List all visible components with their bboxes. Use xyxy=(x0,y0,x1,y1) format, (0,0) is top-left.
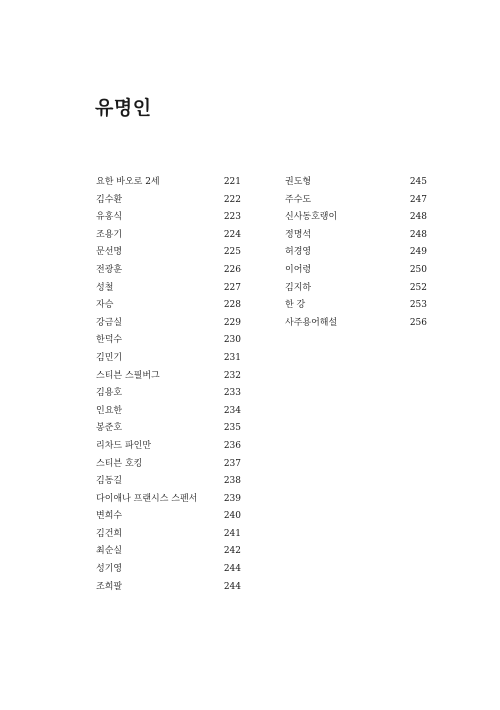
toc-entry-page: 249 xyxy=(409,247,427,258)
toc-entry-name: 스티븐 스필버그 xyxy=(96,370,160,381)
toc-entry xyxy=(96,280,241,298)
toc-entry-page: 224 xyxy=(223,229,241,240)
toc-entry-name: 리차드 파인만 xyxy=(96,440,152,451)
toc-entry-name: 최순실 xyxy=(96,546,123,557)
toc-entry-page: 250 xyxy=(409,264,427,275)
toc-entry-name: 김민기 xyxy=(96,352,123,363)
toc-entry-name: 요한 바오로 2세 xyxy=(96,177,160,187)
toc-entry xyxy=(96,174,241,192)
toc-entry-name: 김건희 xyxy=(96,528,123,539)
toc-entry-name: 봉준호 xyxy=(96,423,123,434)
toc-entry-page: 238 xyxy=(223,476,241,487)
toc-entry-page: 226 xyxy=(223,264,241,275)
toc-entry-page: 244 xyxy=(223,581,241,592)
toc-entry xyxy=(96,420,241,438)
toc-entry-page: 231 xyxy=(223,352,241,363)
toc-entry-name: 조용기 xyxy=(96,229,123,240)
toc-entry-page: 222 xyxy=(223,194,241,205)
toc-entry xyxy=(96,526,241,544)
toc-entry-page: 232 xyxy=(223,370,241,381)
toc-entry-page: 233 xyxy=(223,388,241,399)
toc-entry-page: 244 xyxy=(223,564,241,575)
toc-entry-name: 강금실 xyxy=(96,317,123,328)
toc-entry-name: 이어령 xyxy=(285,264,312,275)
toc-entry xyxy=(96,368,241,386)
toc-entry-page: 223 xyxy=(223,212,241,223)
toc-entry xyxy=(96,473,241,491)
toc-entry xyxy=(96,315,241,333)
toc-entry xyxy=(96,385,241,403)
toc-entry-page: 230 xyxy=(223,335,241,346)
toc-entry-name: 유홍식 xyxy=(96,212,123,223)
toc-entry-page: 256 xyxy=(409,317,427,328)
toc-entry-page: 235 xyxy=(223,423,241,434)
toc-entry xyxy=(96,456,241,474)
toc-entry-page: 239 xyxy=(223,493,241,504)
toc-entry xyxy=(285,244,427,262)
toc-entry-name: 한 강 xyxy=(285,300,306,311)
toc-entry xyxy=(285,262,427,280)
toc-entry-page: 242 xyxy=(223,546,241,557)
toc-entry xyxy=(96,262,241,280)
toc-entry xyxy=(285,280,427,298)
toc-entry-name: 전광훈 xyxy=(96,264,123,275)
toc-entry xyxy=(96,350,241,368)
toc-entry-page: 225 xyxy=(223,247,241,258)
toc-entry-name: 정명석 xyxy=(285,229,312,240)
toc-entry-page: 247 xyxy=(409,194,427,205)
toc-entry xyxy=(96,543,241,561)
toc-entry-page: 245 xyxy=(409,177,427,187)
toc-entry-name: 변희수 xyxy=(96,511,123,522)
toc-entry-name: 김수환 xyxy=(96,194,123,205)
toc-entry xyxy=(96,579,241,597)
toc-entry xyxy=(285,174,427,192)
toc-entry-page: 253 xyxy=(409,300,427,311)
toc-entry xyxy=(285,315,427,333)
toc-entry xyxy=(285,227,427,245)
toc-entry-name: 허경영 xyxy=(285,247,312,258)
toc-entry xyxy=(96,438,241,456)
toc-entry-page: 237 xyxy=(223,458,241,469)
toc-entry xyxy=(96,227,241,245)
toc-entry-name: 김동길 xyxy=(96,476,123,487)
toc-entry xyxy=(96,297,241,315)
toc-entry-name: 조희팔 xyxy=(96,581,123,592)
toc-entry xyxy=(285,192,427,210)
toc-entry-page: 240 xyxy=(223,511,241,522)
toc-entry xyxy=(96,332,241,350)
toc-entry-name: 문선명 xyxy=(96,247,123,258)
toc-entry-name: 인요한 xyxy=(96,405,123,416)
toc-entry-name: 사주용어해설 xyxy=(285,317,338,328)
toc-entry-name: 성철 xyxy=(96,282,114,293)
toc-entry xyxy=(96,244,241,262)
toc-entry-name: 성기영 xyxy=(96,564,123,575)
toc-entry-page: 221 xyxy=(223,177,241,187)
toc-entry-name: 한덕수 xyxy=(96,335,123,346)
toc-entry xyxy=(96,561,241,579)
toc-entry xyxy=(285,297,427,315)
toc-entry-page: 228 xyxy=(223,300,241,311)
toc-entry-page: 248 xyxy=(409,212,427,223)
toc-entry-page: 229 xyxy=(223,317,241,328)
toc-entry-page: 241 xyxy=(223,528,241,539)
page-title: 유명인 xyxy=(95,97,152,119)
toc-entry-name: 다이애나 프랜시스 스펜서 xyxy=(96,493,198,504)
toc-column-left xyxy=(96,174,241,596)
toc-entry xyxy=(96,403,241,421)
toc-entry xyxy=(285,209,427,227)
toc-entry-name: 권도형 xyxy=(285,177,312,187)
toc-entry-name: 자승 xyxy=(96,300,114,311)
toc-entry-name: 주수도 xyxy=(285,194,312,205)
toc-entry-page: 236 xyxy=(223,440,241,451)
toc-entry-page: 248 xyxy=(409,229,427,240)
toc-entry-name: 김지하 xyxy=(285,282,312,293)
toc-entry xyxy=(96,491,241,509)
toc-entry-name: 스티븐 호킹 xyxy=(96,458,143,469)
toc-entry xyxy=(96,508,241,526)
toc-entry-page: 252 xyxy=(409,282,427,293)
toc-entry-page: 227 xyxy=(223,282,241,293)
toc-column-right xyxy=(285,174,427,332)
toc-entry-page: 234 xyxy=(223,405,241,416)
toc-entry-name: 김용호 xyxy=(96,388,123,399)
toc-entry xyxy=(96,192,241,210)
toc-entry-name: 신사동호랭이 xyxy=(285,212,338,223)
toc-entry xyxy=(96,209,241,227)
